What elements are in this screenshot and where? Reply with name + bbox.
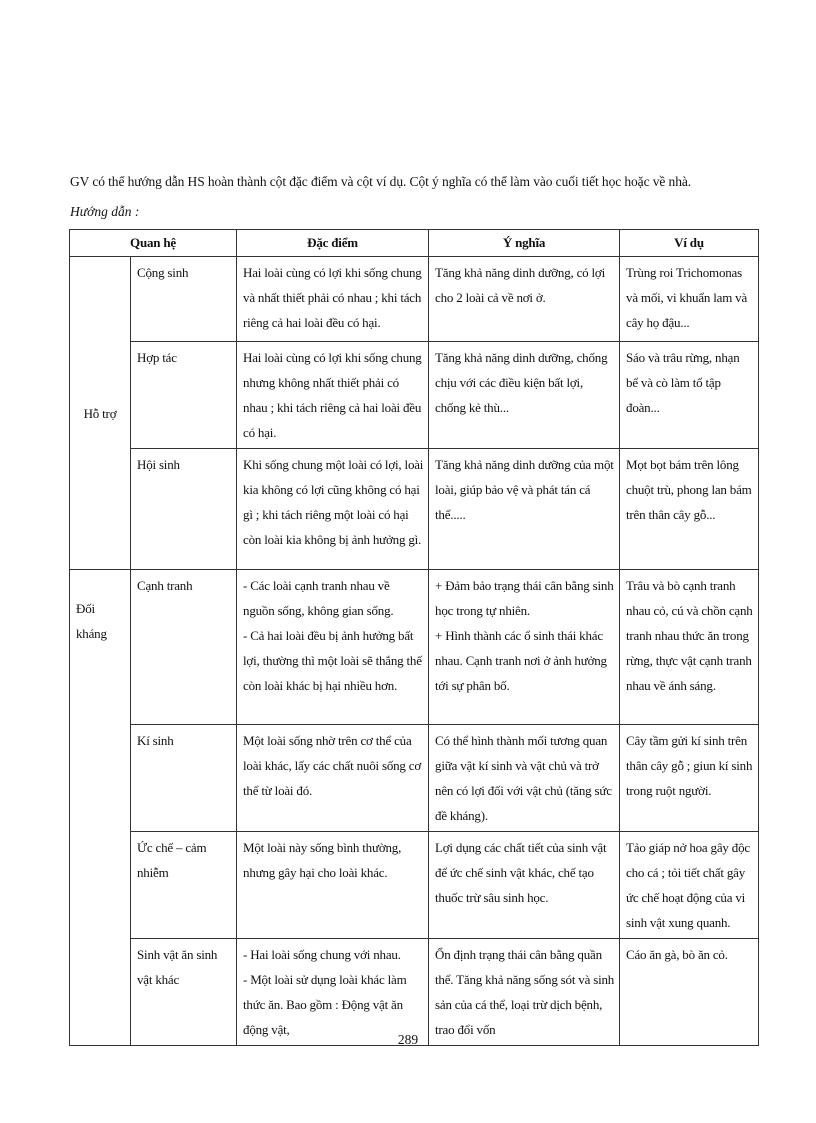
header-dac-diem: Đặc điểm xyxy=(237,230,429,257)
cell-vi-du: Trùng roi Trichomonas và mối, vi khuẩn lam và cây họ đậu... xyxy=(620,257,759,342)
dac-diem-line: - Một loài sử dụng loài khác làm thức ăn. Bao gồm : Động vật ăn động vật, xyxy=(243,972,407,1037)
y-nghia-line: + Hình thành các ổ sinh thái khác nhau. Cạnh tranh nơi ở ảnh hưởng tới sự phân bố. xyxy=(435,628,607,693)
intro-text: GV có thể hướng dẫn HS hoàn thành cột đặc điểm và cột ví dụ. Cột ý nghĩa có thể làm vào cuối tiết học hoặc về nhà. xyxy=(70,174,692,189)
row-name: Sinh vật ăn sinh vật khác xyxy=(131,939,237,1046)
cell-dac-diem: Một loài sống nhờ trên cơ thể của loài khác, lấy các chất nuôi sống cơ thể từ loài đó. xyxy=(237,725,429,832)
page-number: 289 xyxy=(397,1032,419,1047)
row-name: Cạnh tranh xyxy=(131,570,237,725)
cell-vi-du: Cây tầm gửi kí sinh trên thân cây gỗ ; giun kí sinh trong ruột người. xyxy=(620,725,759,832)
dac-diem-line: - Cả hai loài đều bị ảnh hưởng bất lợi, thường thì một loài sẽ thắng thế còn loài khác bị hại nhiều hơn. xyxy=(243,628,422,693)
table-row xyxy=(70,939,759,1046)
header-vi-du: Ví dụ xyxy=(620,230,759,257)
cell-dac-diem: Khi sống chung một loài có lợi, loài kia không có lợi cũng không có hại gì ; khi tách riêng một loài có hại còn loài kia không bị ảnh hưởng gì. xyxy=(237,449,429,570)
row-name: Hội sinh xyxy=(131,449,237,570)
y-nghia-line: + Đảm bảo trạng thái cân bằng sinh học trong tự nhiên. xyxy=(435,578,614,618)
cell-vi-du: Cáo ăn gà, bò ăn cỏ. xyxy=(620,939,759,1046)
group-label-doi-khang: Đối kháng xyxy=(70,570,131,1046)
guide-label: Hướng dẫn : xyxy=(70,204,140,219)
table-row xyxy=(70,725,759,832)
table-row xyxy=(70,342,759,449)
table-row xyxy=(70,449,759,570)
table-header-row xyxy=(70,230,759,257)
cell-y-nghia: Lợi dụng các chất tiết của sinh vật để ức chế sinh vật khác, chế tạo thuốc trừ sâu sinh học. xyxy=(429,832,620,939)
cell-y-nghia: Tăng khả năng dinh dưỡng của một loài, giúp bảo vệ và phát tán cá thể..... xyxy=(429,449,620,570)
dac-diem-line: - Hai loài sống chung với nhau. xyxy=(243,947,401,962)
dac-diem-line: - Các loài cạnh tranh nhau về nguồn sống, không gian sống. xyxy=(243,578,394,618)
cell-dac-diem: Một loài này sống bình thường, nhưng gây hại cho loài khác. xyxy=(237,832,429,939)
cell-y-nghia: Tăng khả năng dinh dưỡng, chống chịu với các điều kiện bất lợi, chống kẻ thù... xyxy=(429,342,620,449)
table-row xyxy=(70,570,759,725)
cell-vi-du: Tảo giáp nở hoa gây độc cho cá ; tỏi tiết chất gây ức chế hoạt động của vi sinh vật xung quanh. xyxy=(620,832,759,939)
row-name: Hợp tác xyxy=(131,342,237,449)
cell-y-nghia: Ổn định trạng thái cân bằng quần thể. Tăng khả năng sống sót và sinh sản của cá thể, loại trừ dịch bệnh, trao đổi vốn xyxy=(429,939,620,1046)
group-label-ho-tro: Hỗ trợ xyxy=(70,257,131,570)
table-row xyxy=(70,832,759,939)
cell-dac-diem: Hai loài cùng có lợi khi sống chung nhưng không nhất thiết phải có nhau ; khi tách riêng cả hai loài đều có hại. xyxy=(237,342,429,449)
header-y-nghia: Ý nghĩa xyxy=(429,230,620,257)
row-name: Ức chế – cảm nhiễm xyxy=(131,832,237,939)
cell-y-nghia: Có thể hình thành mối tương quan giữa vật kí sinh và vật chủ và trở nên có lợi đối với vật chủ (tăng sức đề kháng). xyxy=(429,725,620,832)
row-name: Kí sinh xyxy=(131,725,237,832)
cell-dac-diem xyxy=(237,939,429,1046)
cell-dac-diem xyxy=(237,570,429,725)
table-row xyxy=(70,257,759,342)
header-quan-he: Quan hệ xyxy=(70,230,237,257)
cell-vi-du: Sáo và trâu rừng, nhạn bể và cò làm tổ tập đoàn... xyxy=(620,342,759,449)
cell-vi-du: Trâu và bò cạnh tranh nhau cỏ, cú và chồn cạnh tranh nhau thức ăn trong rừng, thực vật cạnh tranh nhau về ánh sáng. xyxy=(620,570,759,725)
cell-y-nghia: Tăng khả năng dinh dưỡng, có lợi cho 2 loài cả về nơi ở. xyxy=(429,257,620,342)
cell-y-nghia xyxy=(429,570,620,725)
relationship-table xyxy=(69,229,759,1046)
cell-vi-du: Mọt bọt bám trên lông chuột trù, phong lan bám trên thân cây gỗ... xyxy=(620,449,759,570)
cell-dac-diem: Hai loài cùng có lợi khi sống chung và nhất thiết phải có nhau ; khi tách riêng cả hai loài đều có hại. xyxy=(237,257,429,342)
row-name: Cộng sinh xyxy=(131,257,237,342)
